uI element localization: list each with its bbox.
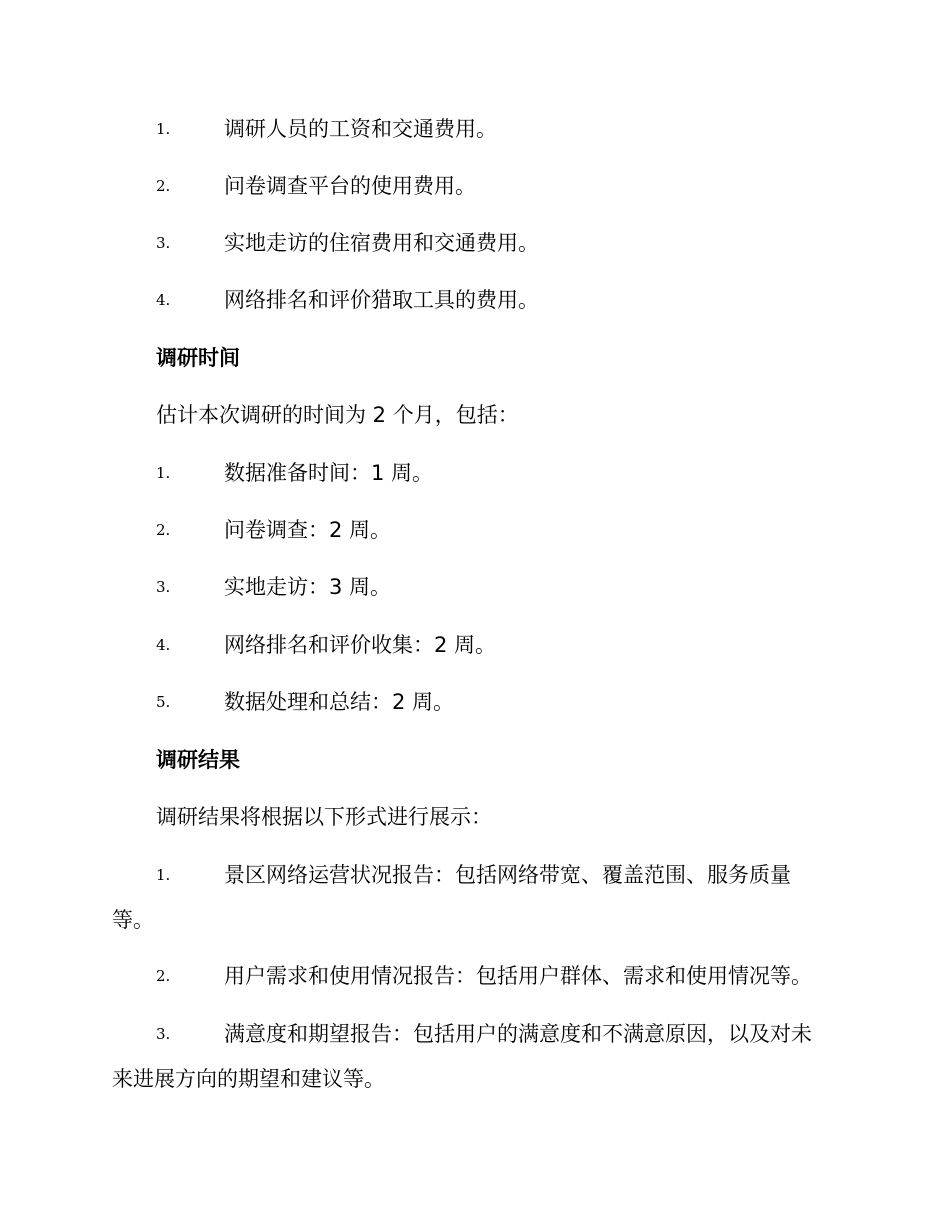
list-item-number: 3. xyxy=(156,578,171,596)
list-item-number: 4. xyxy=(156,291,171,309)
list-item: 调研人员的工资和交通费用。 xyxy=(224,117,497,141)
list-item-number: 4. xyxy=(156,636,171,654)
list-item-number: 1. xyxy=(156,464,171,482)
list-item: 实地走访的住宿费用和交通费用。 xyxy=(224,231,539,255)
list-item-number: 3. xyxy=(156,1025,171,1043)
section-heading-time: 调研时间 xyxy=(156,346,240,370)
list-item: 问卷调查平台的使用费用。 xyxy=(224,174,476,198)
results-intro: 调研结果将根据以下形式进行展示： xyxy=(156,805,492,829)
list-item-continuation: 来进展方向的期望和建议等。 xyxy=(112,1067,385,1091)
list-item-number: 2. xyxy=(156,521,171,539)
list-item: 数据处理和总结：2 周。 xyxy=(224,690,455,714)
list-item-number: 1. xyxy=(156,120,171,138)
list-item: 景区网络运营状况报告：包括网络带宽、覆盖范围、服务质量 xyxy=(224,863,791,887)
list-item-number: 3. xyxy=(156,234,171,252)
list-item: 问卷调查：2 周。 xyxy=(224,518,392,542)
section-heading-results: 调研结果 xyxy=(156,748,240,772)
list-item-continuation: 等。 xyxy=(112,908,154,932)
time-intro: 估计本次调研的时间为 2 个月，包括： xyxy=(156,403,519,427)
list-item-number: 5. xyxy=(156,693,171,711)
list-item: 网络排名和评价收集：2 周。 xyxy=(224,633,497,657)
list-item-number: 2. xyxy=(156,177,171,195)
list-item: 数据准备时间：1 周。 xyxy=(224,461,434,485)
list-item: 实地走访：3 周。 xyxy=(224,575,392,599)
list-item: 满意度和期望报告：包括用户的满意度和不满意原因，以及对未 xyxy=(224,1022,812,1046)
list-item: 用户需求和使用情况报告：包括用户群体、需求和使用情况等。 xyxy=(224,964,812,988)
list-item-number: 1. xyxy=(156,866,171,884)
list-item: 网络排名和评价猎取工具的费用。 xyxy=(224,288,539,312)
list-item-number: 2. xyxy=(156,967,171,985)
